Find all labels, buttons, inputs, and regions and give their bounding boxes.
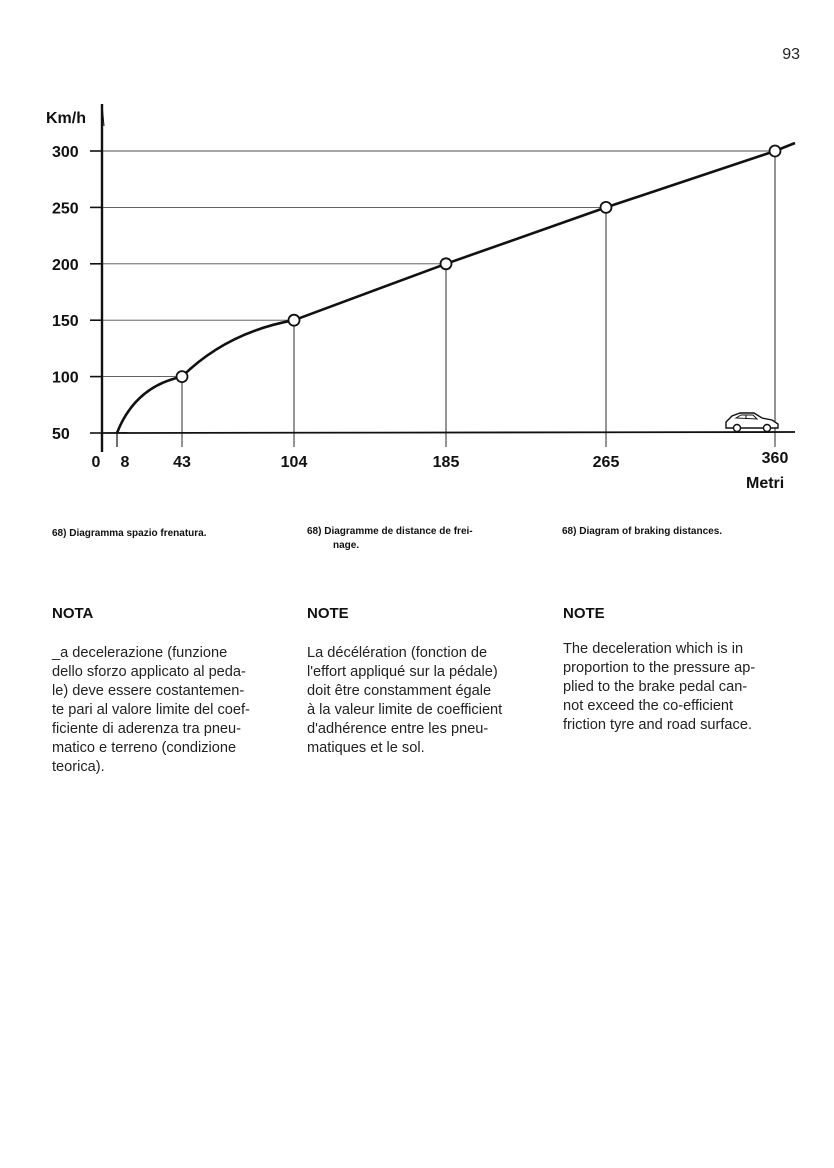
note-title-en: NOTE (563, 605, 605, 622)
x-tick-label: 360 (761, 450, 789, 467)
page-number: 93 (782, 46, 800, 63)
car-icon (726, 413, 778, 432)
y-tick-label: 250 (52, 200, 79, 218)
y-tick-label: 300 (52, 144, 79, 161)
note-line: not exceed the co-efficient (563, 698, 734, 714)
note-line: dello sforzo applicato al peda- (52, 664, 246, 680)
caption-fr-line-2: nage. (333, 540, 360, 551)
data-point (289, 315, 300, 326)
note-line: La décélération (fonction de (307, 645, 488, 661)
x-tick-label: 185 (432, 454, 460, 471)
caption-fr-line-1: 68) Diagramme de distance de frei- (307, 526, 473, 537)
x-axis-line (102, 432, 795, 433)
y-axis-title: Km/h (46, 110, 86, 127)
y-tick-label: 100 (52, 369, 79, 387)
x-tick-label: 265 (592, 454, 620, 471)
note-line: friction tyre and road surface. (563, 717, 752, 733)
data-point (177, 371, 188, 382)
note-line: ficiente di aderenza tra pneu- (52, 721, 242, 737)
note-line: plied to the brake pedal can- (563, 679, 748, 695)
caption-it: 68) Diagramma spazio frenatura. (52, 528, 207, 539)
note-line: d'adhérence entre les pneu- (307, 721, 489, 737)
note-line: teorica). (52, 759, 105, 775)
axes (90, 104, 795, 452)
tick-labels (52, 144, 788, 471)
note-line: l'effort appliqué sur la pédale) (307, 664, 498, 680)
speed-curve-line (117, 143, 795, 433)
note-line: à la valeur limite de coefficient (307, 702, 503, 718)
note-line: _a decelerazione (funzione (52, 645, 228, 661)
note-line: le) deve essere costantemen- (52, 683, 245, 699)
y-tick-label: 200 (52, 256, 79, 274)
x-axis-title: Metri (746, 475, 785, 492)
note-line: matiques et le sol. (307, 740, 425, 756)
x-tick-label: 8 (120, 454, 130, 471)
x-tick-label: 0 (91, 454, 101, 471)
note-line: The deceleration which is in (563, 641, 744, 657)
note-line: doit être constamment égale (307, 683, 492, 699)
x-tick-label: 43 (173, 454, 191, 471)
note-title-fr: NOTE (307, 605, 349, 622)
note-line: matico e terreno (condizione (52, 740, 237, 756)
y-tick-label: 50 (52, 426, 70, 443)
data-point (601, 202, 612, 213)
note-body-it (52, 644, 278, 777)
data-point (770, 146, 781, 157)
note-body-en (563, 640, 791, 735)
note-line: te pari al valore limite del coef- (52, 702, 250, 718)
caption-en: 68) Diagram of braking distances. (562, 526, 723, 537)
x-tick-label: 104 (280, 454, 308, 471)
note-line: proportion to the pressure ap- (563, 660, 756, 676)
braking-distance-chart (0, 0, 834, 500)
data-point (441, 258, 452, 269)
y-tick-label: 150 (52, 313, 79, 331)
speed-curve (117, 143, 795, 433)
note-title-it: NOTA (52, 605, 94, 622)
note-body-fr (307, 644, 533, 758)
caption-fr (307, 525, 537, 553)
vertical-guides (117, 151, 775, 447)
